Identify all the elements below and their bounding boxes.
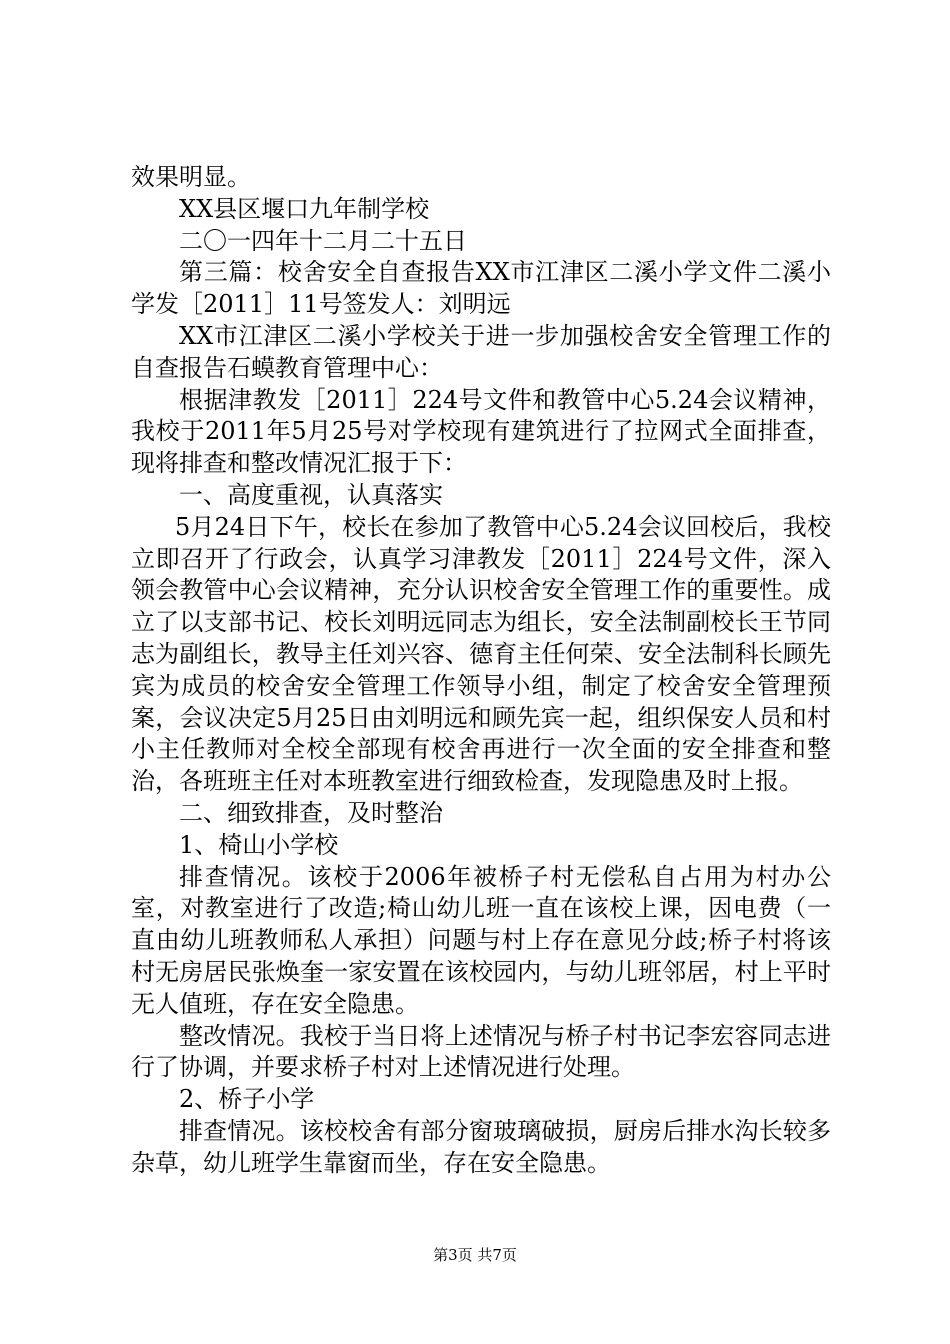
paragraph-introduction: 根据津教发［2011］224号文件和教管中心5.24会议精神，我校于2011年5月25号对学校现有建筑进行了拉网式全面排查，现将排查和整改情况汇报于下： [131, 385, 831, 478]
paragraph-school-two-inspection: 排查情况。该校校舍有部分窗玻璃破损，厨房后排水沟长较多杂草，幼儿班学生靠窗而坐，存在安全隐患。 [131, 1116, 831, 1177]
paragraph-closing-remark: 效果明显。 [131, 163, 251, 191]
paragraph-section-three-heading: 第三篇：校舍安全自查报告XX市江津区二溪小学文件二溪小学发［2011］11号签发人：刘明远 [131, 258, 831, 319]
heading-part-two: 二、细致排查，及时整治 [179, 798, 443, 827]
heading-school-two: 2、桥子小学 [179, 1085, 315, 1114]
heading-part-one: 一、高度重视，认真落实 [179, 480, 443, 509]
page-number-label: 第3页 共7页 [433, 1246, 517, 1264]
paragraph-meeting-details: 5月24日下午，校长在参加了教管中心5.24会议回校后，我校立即召开了行政会，认真学习津教发［2011］224号文件，深入领会教管中心会议精神，充分认识校舍安全管理工作的重要性。成立了以支部书记、校长刘明远同志为组长，安全法制副校长王节同志为副组长，教导主任刘兴容、德育主任何荣、安全法制科长顾先宾为成员的校舍安全管理工作领导小组，制定了校舍安全管理预案，会议决定5月25日由刘明远和顾先宾一起，组织保安人员和村小主任教师对全校全部现有校舍再进行一次全面的安全排查和整治，各班班主任对本班教室进行细致检查，发现隐患及时上报。 [131, 512, 831, 796]
paragraph-date-signature: 二〇一四年十二月二十五日 [179, 226, 467, 255]
page-footer [0, 1244, 950, 1265]
heading-school-one: 1、椅山小学校 [179, 830, 339, 859]
paragraph-report-title: XX市江津区二溪小学校关于进一步加强校舍安全管理工作的自查报告石蟆教育管理中心： [131, 321, 831, 382]
paragraph-school-one-rectification: 整改情况。我校于当日将上述情况与桥子村书记李宏容同志进行了协调，并要求桥子村对上述情况进行处理。 [131, 1021, 831, 1082]
paragraph-school-one-inspection: 排查情况。该校于2006年被桥子村无偿私自占用为村办公室，对教室进行了改造;椅山幼儿班一直在该校上课，因电费（一直由幼儿班教师私人承担）问题与村上存在意见分歧;桥子村将该村无房居民张焕奎一家安置在该校园内，与幼儿班邻居，村上平时无人值班，存在安全隐患。 [131, 862, 831, 1018]
paragraph-school-signature: XX县区堰口九年制学校 [179, 194, 430, 223]
document-body [131, 162, 831, 1180]
